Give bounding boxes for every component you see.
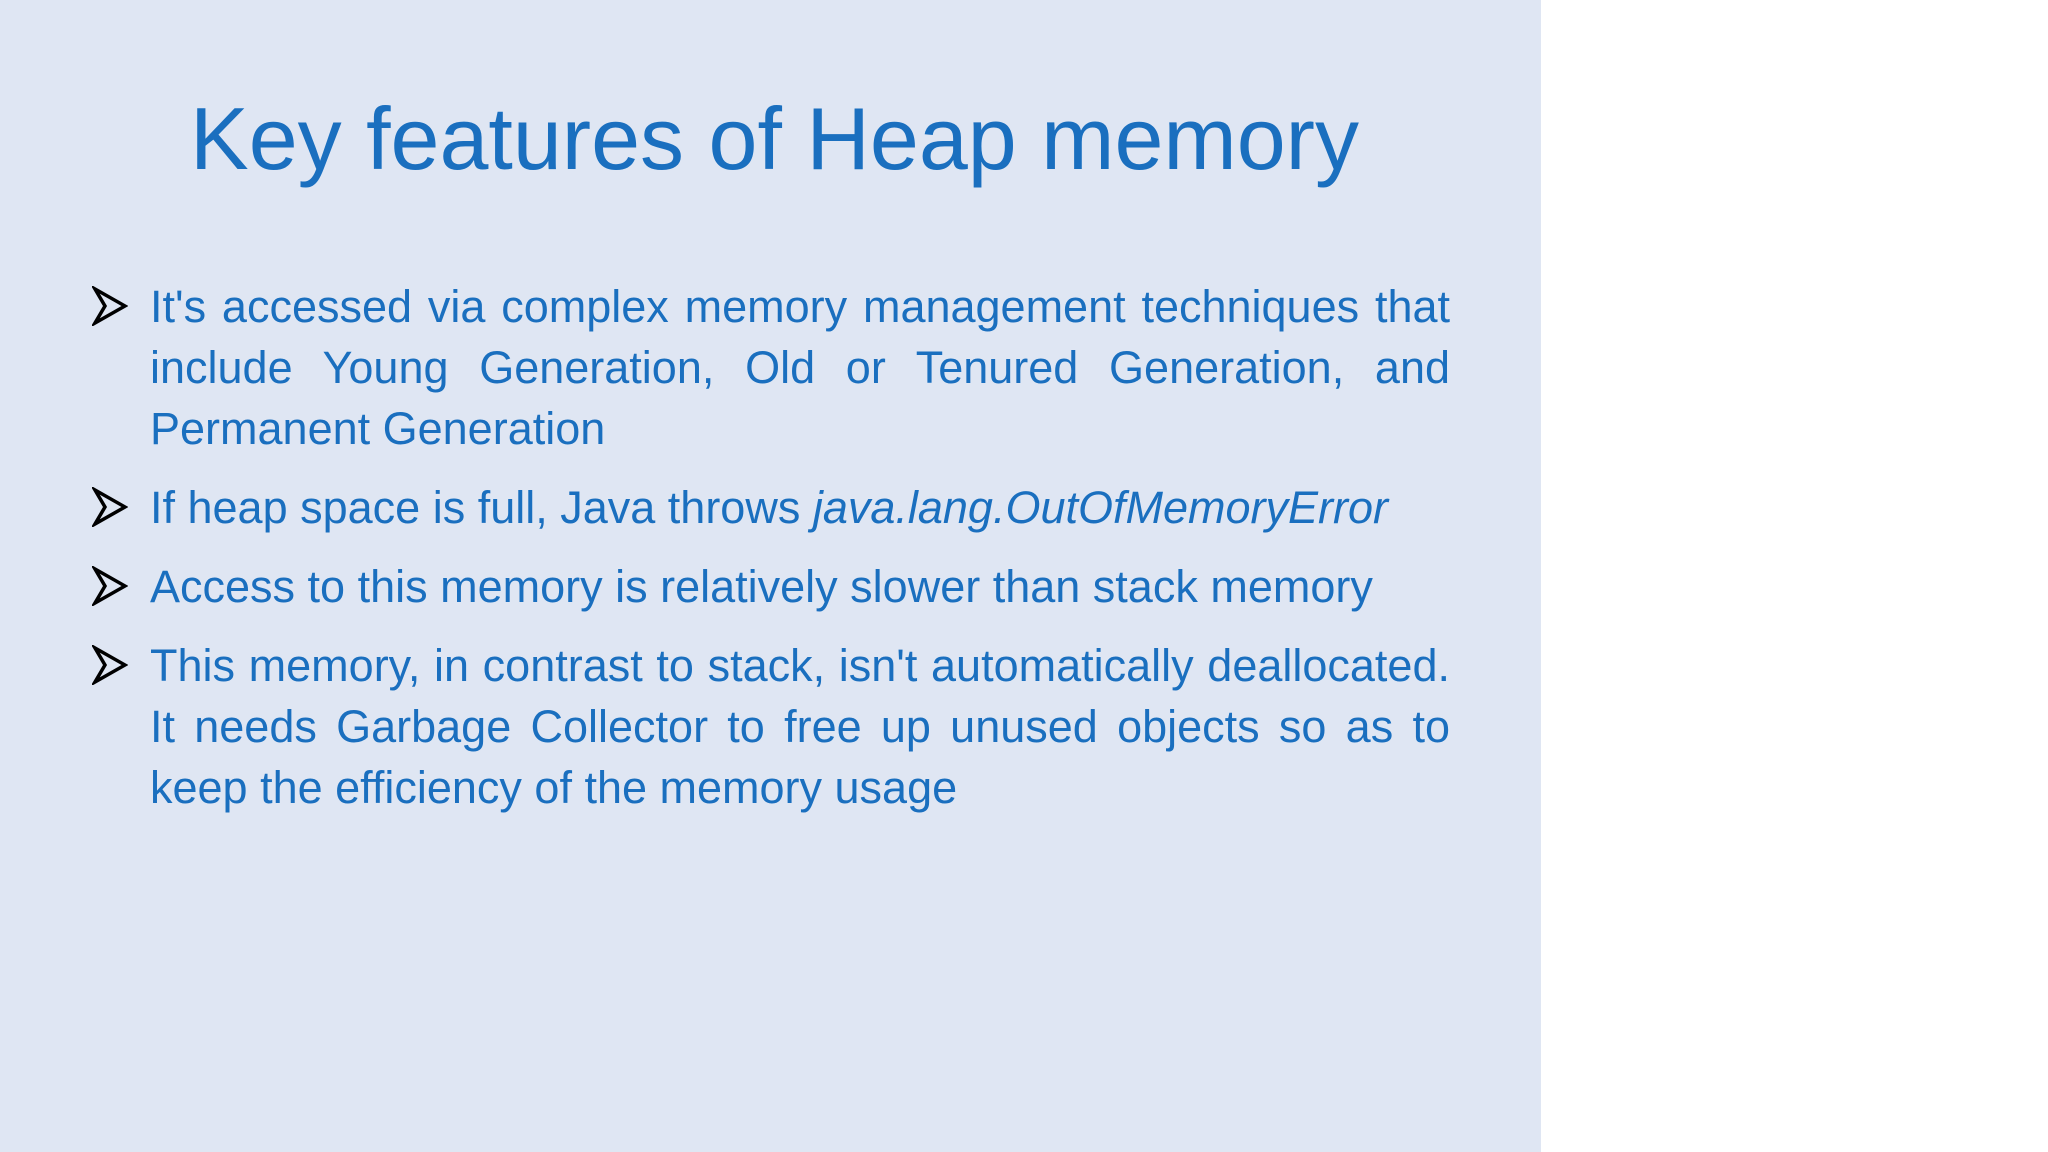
arrow-bullet-icon: [92, 645, 128, 685]
list-item: [92, 477, 1450, 538]
bullet-text: Access to this memory is relatively slower than stack memory: [150, 561, 1373, 612]
bullet-text: This memory, in contrast to stack, isn't automatically deallocated. It needs Garbage Collector to free up unused objects so as to keep the efficiency of the memory usage: [150, 640, 1450, 813]
slide-title: Key features of Heap memory: [190, 89, 1359, 188]
arrow-bullet-icon: [92, 487, 128, 527]
bullet-text: It's accessed via complex memory management techniques that include Young Generation, Old or Tenured Generation, and Permanent Generation: [150, 281, 1450, 454]
bullet-text: If heap space is full, Java throws: [150, 482, 813, 533]
list-item: [92, 635, 1450, 818]
arrow-bullet-icon: [92, 566, 128, 606]
list-item: [92, 276, 1450, 459]
arrow-bullet-icon: [92, 286, 128, 326]
bullet-list: [92, 276, 1450, 836]
bullet-emphasis: java.lang.OutOfMemoryError: [812, 482, 1389, 533]
list-item: [92, 556, 1450, 617]
